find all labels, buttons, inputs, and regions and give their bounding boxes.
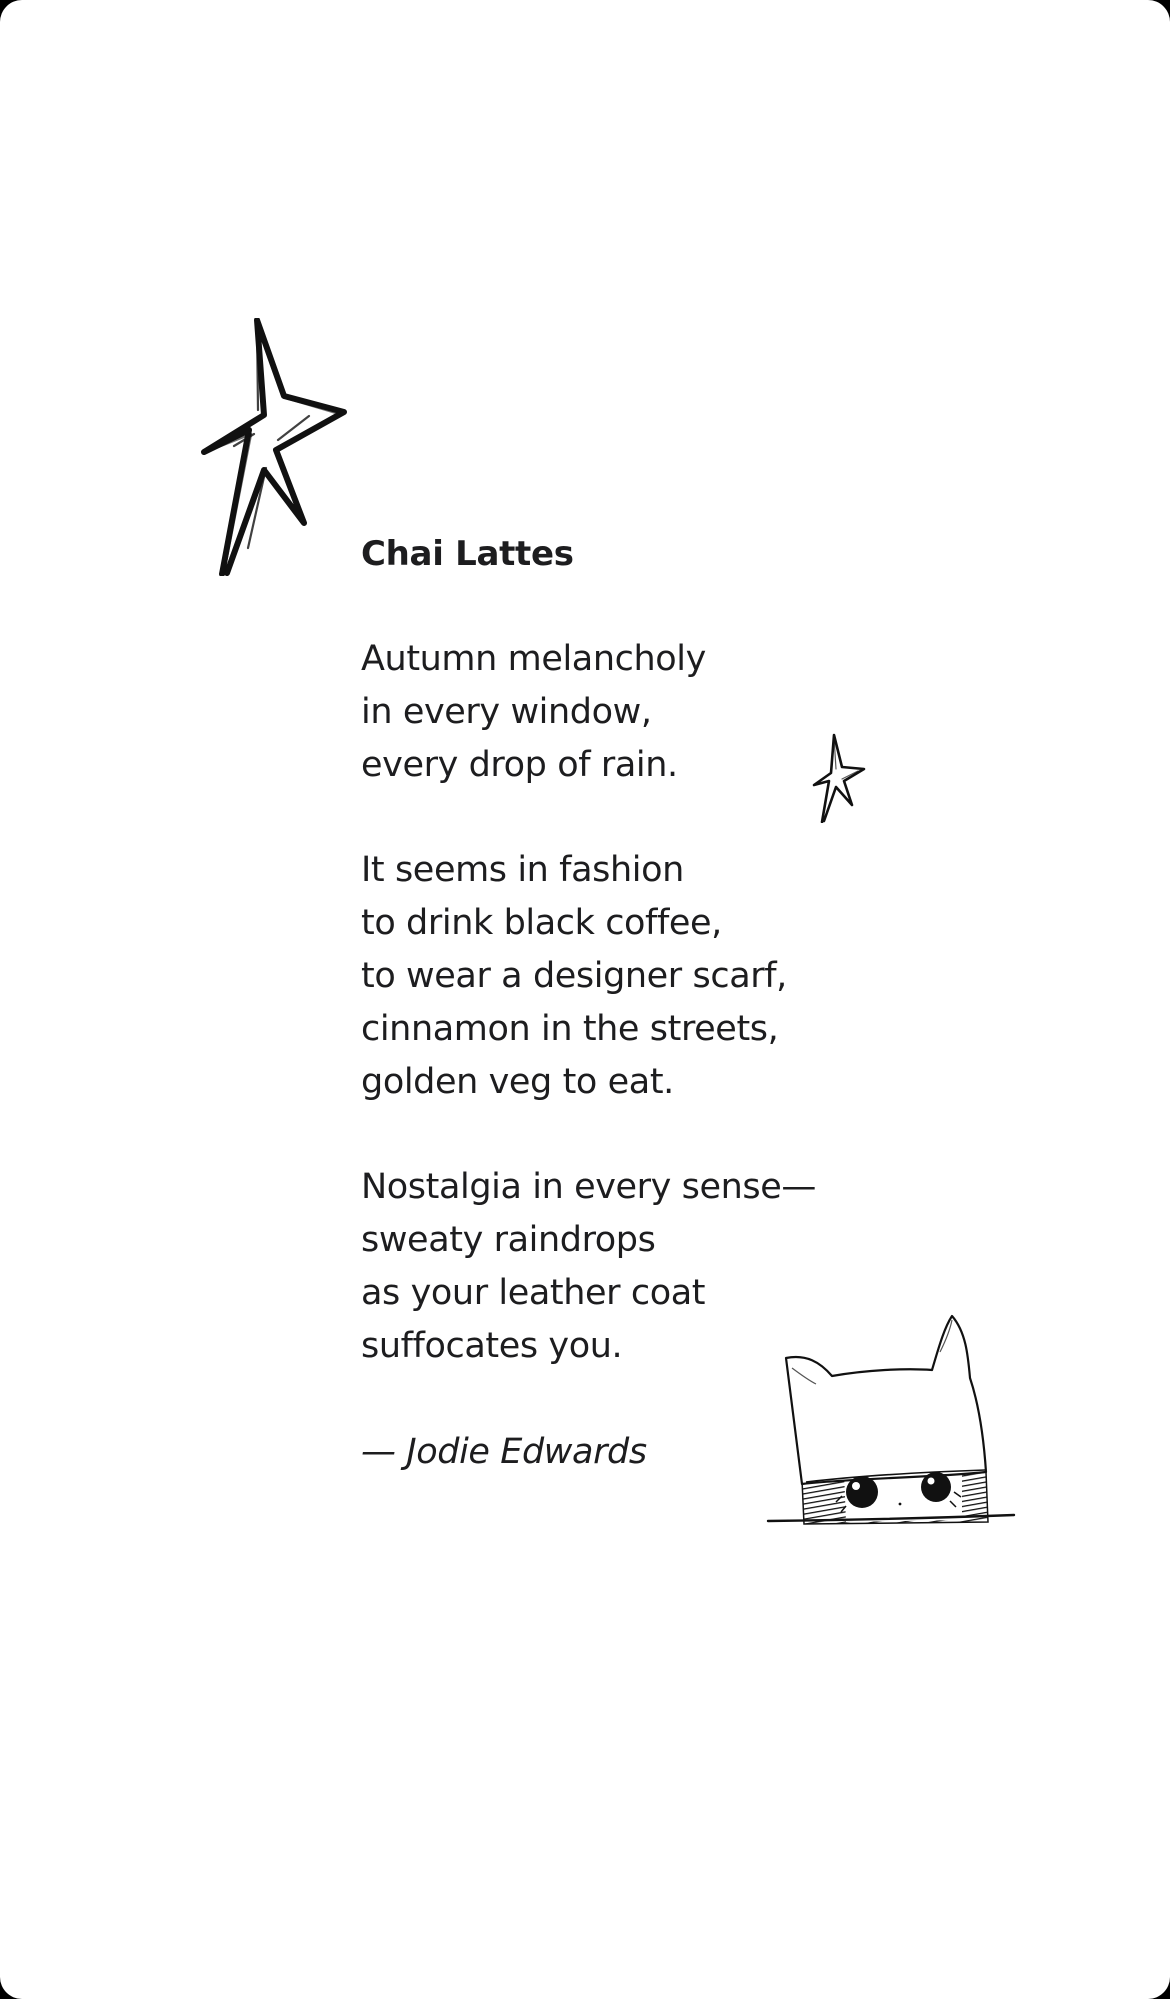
poem-line: suffocates you. [361, 1325, 623, 1366]
poem-signature: — Jodie Edwards [361, 1431, 647, 1472]
stanza-1 [361, 633, 921, 791]
hand-drawn-star-icon [194, 318, 348, 576]
poem-line: every drop of rain. [361, 744, 678, 785]
poem-line: sweaty raindrops [361, 1220, 656, 1261]
poem-line: cinnamon in the streets, [361, 1008, 779, 1049]
poem-line: Nostalgia in every sense— [361, 1167, 816, 1208]
poem-line: in every window, [361, 691, 652, 732]
poem-title: Chai Lattes [361, 534, 574, 574]
stanza-2 [361, 844, 921, 1108]
poem-line: to wear a designer scarf, [361, 955, 787, 996]
poem-line: as your leather coat [361, 1272, 706, 1313]
cat-hat-girl-doodle [766, 1312, 1016, 1537]
poem-line: golden veg to eat. [361, 1061, 674, 1102]
poem-line: to drink black coffee, [361, 903, 722, 944]
poem-line: Autumn melancholy [361, 639, 706, 679]
poem-line: It seems in fashion [361, 850, 684, 891]
